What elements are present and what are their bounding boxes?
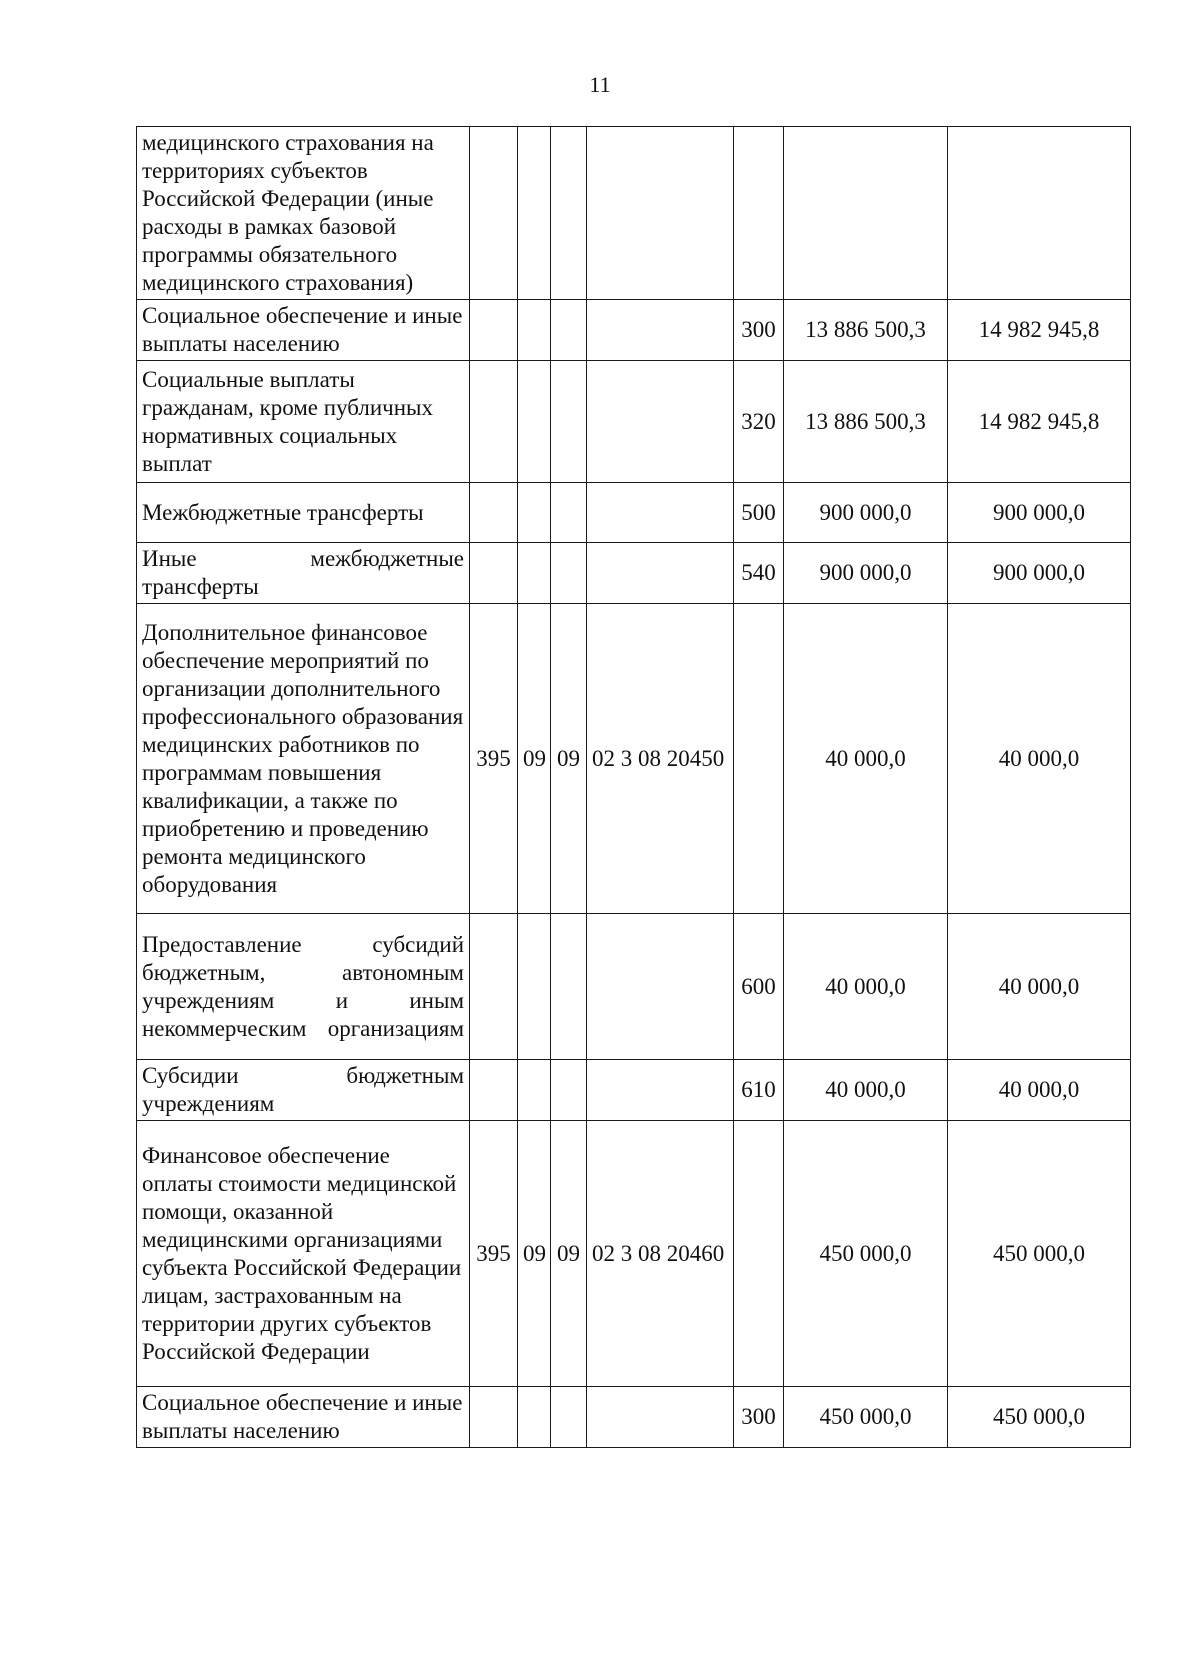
cell-sum-2: 450 000,0 (948, 1121, 1131, 1387)
cell-sum-1: 40 000,0 (784, 914, 948, 1060)
row-name: Дополнительное финансовое обеспечение мероприятий по организации дополнительного профессионального образования медицинских работников по программам повышения квалификации, а также по приобретению и проведению ремонта медицинского оборудования (137, 604, 470, 914)
cell-rz (518, 361, 551, 483)
budget-table (136, 126, 1131, 1448)
table-row (137, 1121, 1131, 1387)
cell-rz (518, 1060, 551, 1121)
cell-sum-1: 900 000,0 (784, 543, 948, 604)
cell-sum-1: 450 000,0 (784, 1121, 948, 1387)
cell-sum-1: 40 000,0 (784, 1060, 948, 1121)
cell-rz (518, 914, 551, 1060)
cell-sum-1: 13 886 500,3 (784, 361, 948, 483)
row-name: Межбюджетные трансферты (137, 483, 470, 543)
cell-sum-2 (948, 127, 1131, 300)
cell-rz (518, 127, 551, 300)
cell-sum-1: 40 000,0 (784, 604, 948, 914)
cell-gr (470, 361, 518, 483)
cell-vr (734, 604, 784, 914)
cell-sum-1 (784, 127, 948, 300)
cell-pr (551, 914, 587, 1060)
row-name: Иные межбюджетные трансферты (137, 543, 470, 604)
row-name: Социальное обеспечение и иные выплаты населению (137, 1387, 470, 1448)
cell-sum-1: 900 000,0 (784, 483, 948, 543)
cell-sum-1: 13 886 500,3 (784, 300, 948, 361)
table-row (137, 1060, 1131, 1121)
page-number: 11 (589, 72, 611, 97)
cell-rz (518, 1387, 551, 1448)
cell-csr (587, 1387, 734, 1448)
cell-sum-2: 900 000,0 (948, 483, 1131, 543)
cell-gr (470, 300, 518, 361)
cell-pr (551, 127, 587, 300)
cell-csr (587, 127, 734, 300)
cell-sum-2: 40 000,0 (948, 604, 1131, 914)
row-name: Социальные выплаты гражданам, кроме публичных нормативных социальных выплат (137, 361, 470, 483)
cell-gr: 395 (470, 1121, 518, 1387)
cell-pr (551, 543, 587, 604)
cell-rz: 09 (518, 1121, 551, 1387)
cell-pr (551, 483, 587, 543)
cell-vr (734, 127, 784, 300)
cell-rz (518, 543, 551, 604)
cell-csr (587, 543, 734, 604)
cell-vr: 300 (734, 300, 784, 361)
row-name: Финансовое обеспечение оплаты стоимости медицинской помощи, оказанной медицинскими организациями субъекта Российской Федерации лицам, застрахованным на территории других субъектов Российской Федерации (137, 1121, 470, 1387)
cell-pr: 09 (551, 1121, 587, 1387)
cell-gr (470, 483, 518, 543)
cell-sum-2: 14 982 945,8 (948, 300, 1131, 361)
cell-sum-2: 40 000,0 (948, 914, 1131, 1060)
cell-gr (470, 127, 518, 300)
table-row (137, 483, 1131, 543)
row-name: Субсидии бюджетным учреждениям (137, 1060, 470, 1121)
row-name: Социальное обеспечение и иные выплаты населению (137, 300, 470, 361)
cell-csr: 02 3 08 20460 (587, 1121, 734, 1387)
cell-rz: 09 (518, 604, 551, 914)
cell-sum-2: 900 000,0 (948, 543, 1131, 604)
cell-gr (470, 1060, 518, 1121)
cell-vr: 300 (734, 1387, 784, 1448)
cell-sum-1: 450 000,0 (784, 1387, 948, 1448)
table-row (137, 543, 1131, 604)
table-row (137, 300, 1131, 361)
cell-rz (518, 483, 551, 543)
cell-csr (587, 483, 734, 543)
table-row (137, 361, 1131, 483)
cell-gr: 395 (470, 604, 518, 914)
cell-vr (734, 1121, 784, 1387)
cell-sum-2: 40 000,0 (948, 1060, 1131, 1121)
table-row (137, 914, 1131, 1060)
cell-pr (551, 1060, 587, 1121)
cell-vr: 320 (734, 361, 784, 483)
row-name: Предоставление субсидий бюджетным, автономным учреждениям и иным некоммерческим организациям (137, 914, 470, 1060)
table-row (137, 604, 1131, 914)
cell-csr (587, 361, 734, 483)
cell-csr: 02 3 08 20450 (587, 604, 734, 914)
cell-pr: 09 (551, 604, 587, 914)
cell-rz (518, 300, 551, 361)
cell-csr (587, 300, 734, 361)
cell-gr (470, 1387, 518, 1448)
table-row (137, 1387, 1131, 1448)
cell-gr (470, 914, 518, 1060)
cell-vr: 500 (734, 483, 784, 543)
cell-pr (551, 361, 587, 483)
table-row (137, 127, 1131, 300)
cell-csr (587, 914, 734, 1060)
cell-sum-2: 14 982 945,8 (948, 361, 1131, 483)
cell-sum-2: 450 000,0 (948, 1387, 1131, 1448)
cell-pr (551, 300, 587, 361)
cell-pr (551, 1387, 587, 1448)
row-name: медицинского страхования на территориях субъектов Российской Федерации (иные расходы в рамках базовой программы обязательного медицинского страхования) (137, 127, 470, 300)
cell-vr: 600 (734, 914, 784, 1060)
cell-vr: 610 (734, 1060, 784, 1121)
cell-vr: 540 (734, 543, 784, 604)
cell-csr (587, 1060, 734, 1121)
cell-gr (470, 543, 518, 604)
